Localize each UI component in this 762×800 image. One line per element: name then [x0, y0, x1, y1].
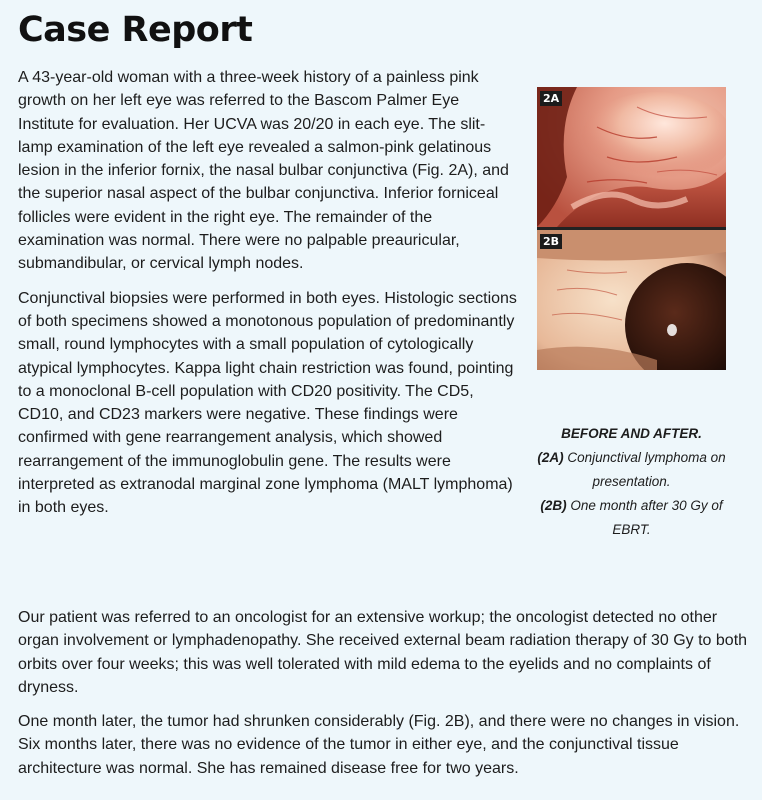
paragraph-1: A 43-year-old woman with a three-week history of a painless pink growth on her left eye was referred to the Bascom Palmer Eye Institute for evaluation. Her UCVA was 20/20 in each eye. The slit-lamp examination of the left eye revealed a salmon-pink gelatinous lesion in the inferior fornix, the nasal bulbar conjunctiva (Fig. 2A), and the superior nasal aspect of the bulbar conjunctiva. Inferior forniceal follicles were evident in the right eye. The remainder of the examination was normal. There were no palpable preauricular, submandibular, or cervical lymph nodes.	[18, 69, 509, 273]
caption-heading: BEFORE AND AFTER.	[561, 426, 702, 441]
paragraph-4: One month later, the tumor had shrunken considerably (Fig. 2B), and there were no changes in vision. Six months later, there was no evidence of the tumor in either eye, and the conjunctival tissue architecture was normal. She has remained disease free for two years.	[18, 713, 740, 777]
caption-2a-tag: (2A)	[537, 450, 564, 465]
article-body-left	[18, 66, 518, 531]
page-title: Case Report	[18, 10, 253, 50]
figure-label-2a: 2A	[540, 91, 562, 106]
figure-2	[537, 87, 726, 370]
photo-2a-conjunctival-lymphoma	[537, 87, 726, 227]
figure-label-2b: 2B	[540, 234, 562, 249]
figure-caption	[530, 422, 733, 542]
caption-2b-tag: (2B)	[540, 498, 567, 513]
caption-2b-text: One month after 30 Gy of EBRT.	[566, 498, 723, 537]
paragraph-2: Conjunctival biopsies were performed in both eyes. Histologic sections of both specimens showed a monotonous population of predominantly small, round lymphocytes with a small population of cytologically atypical lymphocytes. Kappa light chain restriction was found, pointing to a monoclonal B-cell population with CD20 positivity. The CD5, CD10, and CD23 markers were negative. These findings were confirmed with gene rearrangement analysis, which showed rearrangement of the immunoglobulin gene. The results were interpreted as extranodal marginal zone lymphoma (MALT lymphoma) in both eyes.	[18, 289, 517, 517]
paragraph-3: Our patient was referred to an oncologist for an extensive workup; the oncologist detected no other organ involvement or lymphadenopathy. She received external beam radiation therapy of 30 Gy to both orbits over four weeks; this was well tolerated with mild edema to the eyelids and no complaints of dryness.	[18, 609, 748, 696]
article-body-full	[18, 606, 748, 791]
photo-2b-after-ebrt	[537, 230, 726, 370]
caption-2a-text: Conjunctival lymphoma on presentation.	[563, 450, 726, 489]
